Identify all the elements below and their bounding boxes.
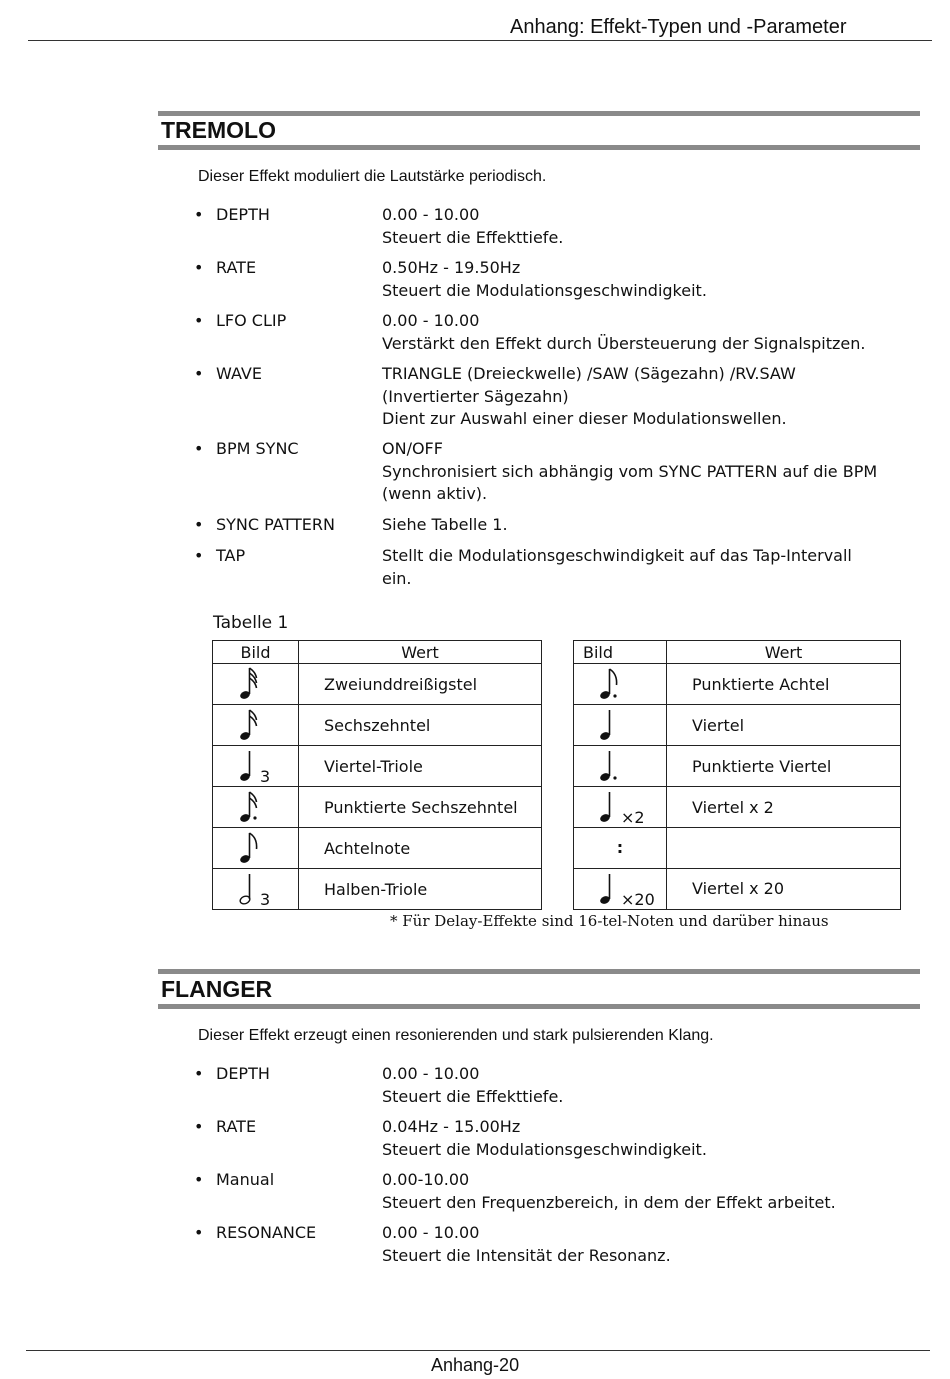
param-description-cont: (wenn aktiv). <box>382 484 488 503</box>
flanger-title: FLANGER <box>161 976 273 1002</box>
param-range: 0.00-10.00 <box>382 1170 470 1189</box>
note-value-label: Viertel-Triole <box>299 746 542 787</box>
flanger-bottom-bar <box>158 1004 920 1009</box>
multiplier-marker: ×20 <box>621 889 655 909</box>
param-description: Steuert den Frequenzbereich, in dem der Effekt arbeitet. <box>382 1192 836 1212</box>
bullet: • <box>194 364 204 383</box>
param-description: Dient zur Auswahl einer dieser Modulationswellen. <box>382 409 787 428</box>
sixteenth-note-icon <box>213 705 299 746</box>
param-value <box>382 310 932 355</box>
bullet: • <box>194 1117 204 1136</box>
param-value <box>382 1063 932 1108</box>
param-range: 0.04Hz - 15.00Hz <box>382 1117 521 1136</box>
page-header-title: Anhang: Effekt-Typen und -Parameter <box>510 16 847 38</box>
half-triplet-note-icon <box>213 869 299 910</box>
quarter-triplet-note-icon <box>213 746 299 787</box>
note-value-label: Sechszehntel <box>299 705 542 746</box>
param-description: Steuert die Intensität der Resonanz. <box>382 1245 671 1265</box>
param-description: Verstärkt den Effekt durch Übersteuerung der Signalspitzen. <box>382 333 866 353</box>
quarter-note-x20-icon <box>574 868 667 909</box>
bullet: • <box>194 546 204 565</box>
table-row <box>213 828 542 869</box>
note-value-label <box>667 828 901 869</box>
note-value-label: Viertel x 2 <box>667 787 901 828</box>
triplet-marker: 3 <box>260 890 271 909</box>
param-name: LFO CLIP <box>216 311 287 330</box>
table-footnote: * Für Delay-Effekte sind 16-tel-Noten und darüber hinaus <box>390 912 829 930</box>
bullet: • <box>194 1223 204 1242</box>
header-bild: Bild <box>574 641 667 664</box>
note-value-label: Achtelnote <box>299 828 542 869</box>
thirty-second-note-icon <box>213 664 299 705</box>
param-range: ON/OFF <box>382 439 443 458</box>
note-table-left <box>212 640 542 910</box>
table-row <box>574 705 901 746</box>
note-value-label: Punktierte Achtel <box>667 664 901 705</box>
bullet: • <box>194 1170 204 1189</box>
param-value <box>382 545 932 590</box>
param-name: RESONANCE <box>216 1223 317 1242</box>
table-row <box>574 746 901 787</box>
param-name: WAVE <box>216 364 262 383</box>
dotted-sixteenth-note-icon <box>213 787 299 828</box>
table-row <box>213 664 542 705</box>
param-description: Steuert die Effekttiefe. <box>382 227 564 247</box>
param-value <box>382 1116 932 1161</box>
param-name: TAP <box>216 546 246 565</box>
multiplier-marker: ×2 <box>621 808 645 827</box>
continuation-dots: : <box>574 828 667 869</box>
table-header-row <box>574 641 901 664</box>
bullet: • <box>194 439 204 458</box>
table-row <box>574 828 901 869</box>
note-table-right <box>573 640 901 910</box>
note-value-label: Viertel x 20 <box>667 868 901 909</box>
header-wert: Wert <box>667 641 901 664</box>
tremolo-top-bar <box>158 111 920 116</box>
param-description: Stellt die Modulationsgeschwindigkeit auf das Tap-Intervall <box>382 546 852 565</box>
flanger-top-bar <box>158 969 920 974</box>
param-value <box>382 1222 932 1267</box>
param-range-cont: (Invertierter Sägezahn) <box>382 386 569 406</box>
note-value-label: Punktierte Viertel <box>667 746 901 787</box>
param-name: DEPTH <box>216 205 270 224</box>
param-description: Steuert die Effekttiefe. <box>382 1086 564 1106</box>
table-row <box>213 705 542 746</box>
table-row <box>574 868 901 909</box>
param-description: Siehe Tabelle 1. <box>382 515 508 534</box>
param-range: TRIANGLE (Dreieckwelle) /SAW (Sägezahn) /RV.SAW <box>382 364 796 383</box>
param-value <box>382 257 932 302</box>
tremolo-intro: Dieser Effekt moduliert die Lautstärke periodisch. <box>198 168 547 185</box>
header-bild: Bild <box>213 641 299 664</box>
page-number: Anhang-20 <box>431 1355 520 1375</box>
param-range: 0.00 - 10.00 <box>382 311 480 330</box>
note-value-label: Halben-Triole <box>299 869 542 910</box>
triplet-marker: 3 <box>260 767 271 786</box>
table-row <box>213 746 542 787</box>
table-row <box>213 787 542 828</box>
param-name: RATE <box>216 1117 257 1136</box>
tremolo-bottom-bar <box>158 145 920 150</box>
bullet: • <box>194 311 204 330</box>
param-value <box>382 363 932 431</box>
param-name: DEPTH <box>216 1064 270 1083</box>
flanger-intro: Dieser Effekt erzeugt einen resonierenden und stark pulsierenden Klang. <box>198 1027 714 1044</box>
table-row <box>574 787 901 828</box>
param-value <box>382 514 932 537</box>
param-value <box>382 204 932 249</box>
param-name: SYNC PATTERN <box>216 515 335 534</box>
eighth-note-icon <box>213 828 299 869</box>
note-value-label: Viertel <box>667 705 901 746</box>
header-divider <box>28 40 932 41</box>
param-name: BPM SYNC <box>216 439 299 458</box>
bullet: • <box>194 515 204 534</box>
param-range: 0.00 - 10.00 <box>382 1223 480 1242</box>
param-range: 0.00 - 10.00 <box>382 205 480 224</box>
dotted-eighth-note-icon <box>574 664 667 705</box>
param-description: Steuert die Modulationsgeschwindigkeit. <box>382 280 707 300</box>
header-wert: Wert <box>299 641 542 664</box>
bullet: • <box>194 1064 204 1083</box>
note-value-label: Punktierte Sechszehntel <box>299 787 542 828</box>
table-row <box>574 664 901 705</box>
table-row <box>213 869 542 910</box>
param-range: 0.50Hz - 19.50Hz <box>382 258 521 277</box>
table-header-row <box>213 641 542 664</box>
quarter-note-x2-icon <box>574 787 667 828</box>
param-name: Manual <box>216 1170 275 1189</box>
bullet: • <box>194 205 204 224</box>
note-value-label: Zweiunddreißigstel <box>299 664 542 705</box>
footer-divider <box>26 1350 930 1351</box>
param-value <box>382 1169 932 1214</box>
bullet: • <box>194 258 204 277</box>
param-value <box>382 438 932 506</box>
param-description: Steuert die Modulationsgeschwindigkeit. <box>382 1139 707 1159</box>
param-description-cont: ein. <box>382 568 412 588</box>
param-range: 0.00 - 10.00 <box>382 1064 480 1083</box>
param-name: RATE <box>216 258 257 277</box>
table-caption: Tabelle 1 <box>213 613 289 633</box>
dotted-quarter-note-icon <box>574 746 667 787</box>
tremolo-title: TREMOLO <box>161 117 276 143</box>
param-description: Synchronisiert sich abhängig vom SYNC PATTERN auf die BPM <box>382 461 878 481</box>
quarter-note-icon <box>574 705 667 746</box>
